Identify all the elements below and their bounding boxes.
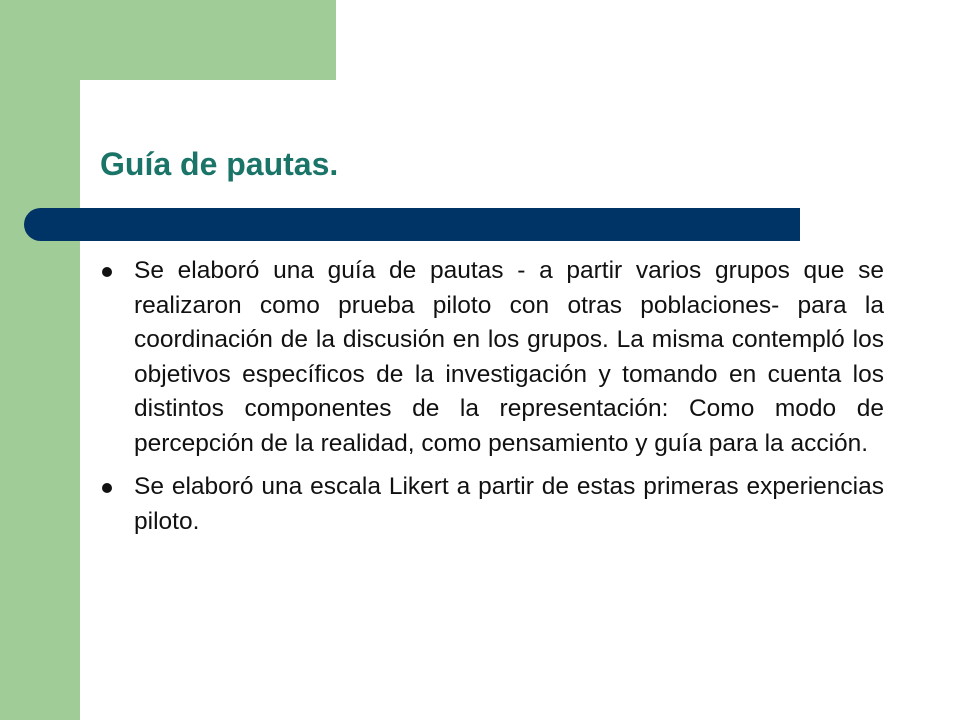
bullet-dot-icon [102,483,112,493]
bullet-text: Se elaboró una guía de pautas - a partir varios grupos que se realizaron como prueba piloto con otras poblaciones- para la coordinación de la discusión en los grupos. La misma contempló los objetivos específicos de la investigación y tomando en cuenta los distintos componentes de la representación: Como modo de percepción de la realidad, como pensamiento y guía para la acción. [134,257,884,457]
bullet-list [100,254,884,548]
bullet-text: Se elaboró una escala Likert a partir de estas primeras experiencias piloto. [134,473,884,535]
bullet-dot-icon [102,267,112,277]
bullet-item [100,254,884,461]
green-accent-left [0,0,80,720]
slide-title: Guía de pautas. [100,146,339,182]
title-underline-bar [24,208,800,241]
bullet-item [100,470,884,539]
